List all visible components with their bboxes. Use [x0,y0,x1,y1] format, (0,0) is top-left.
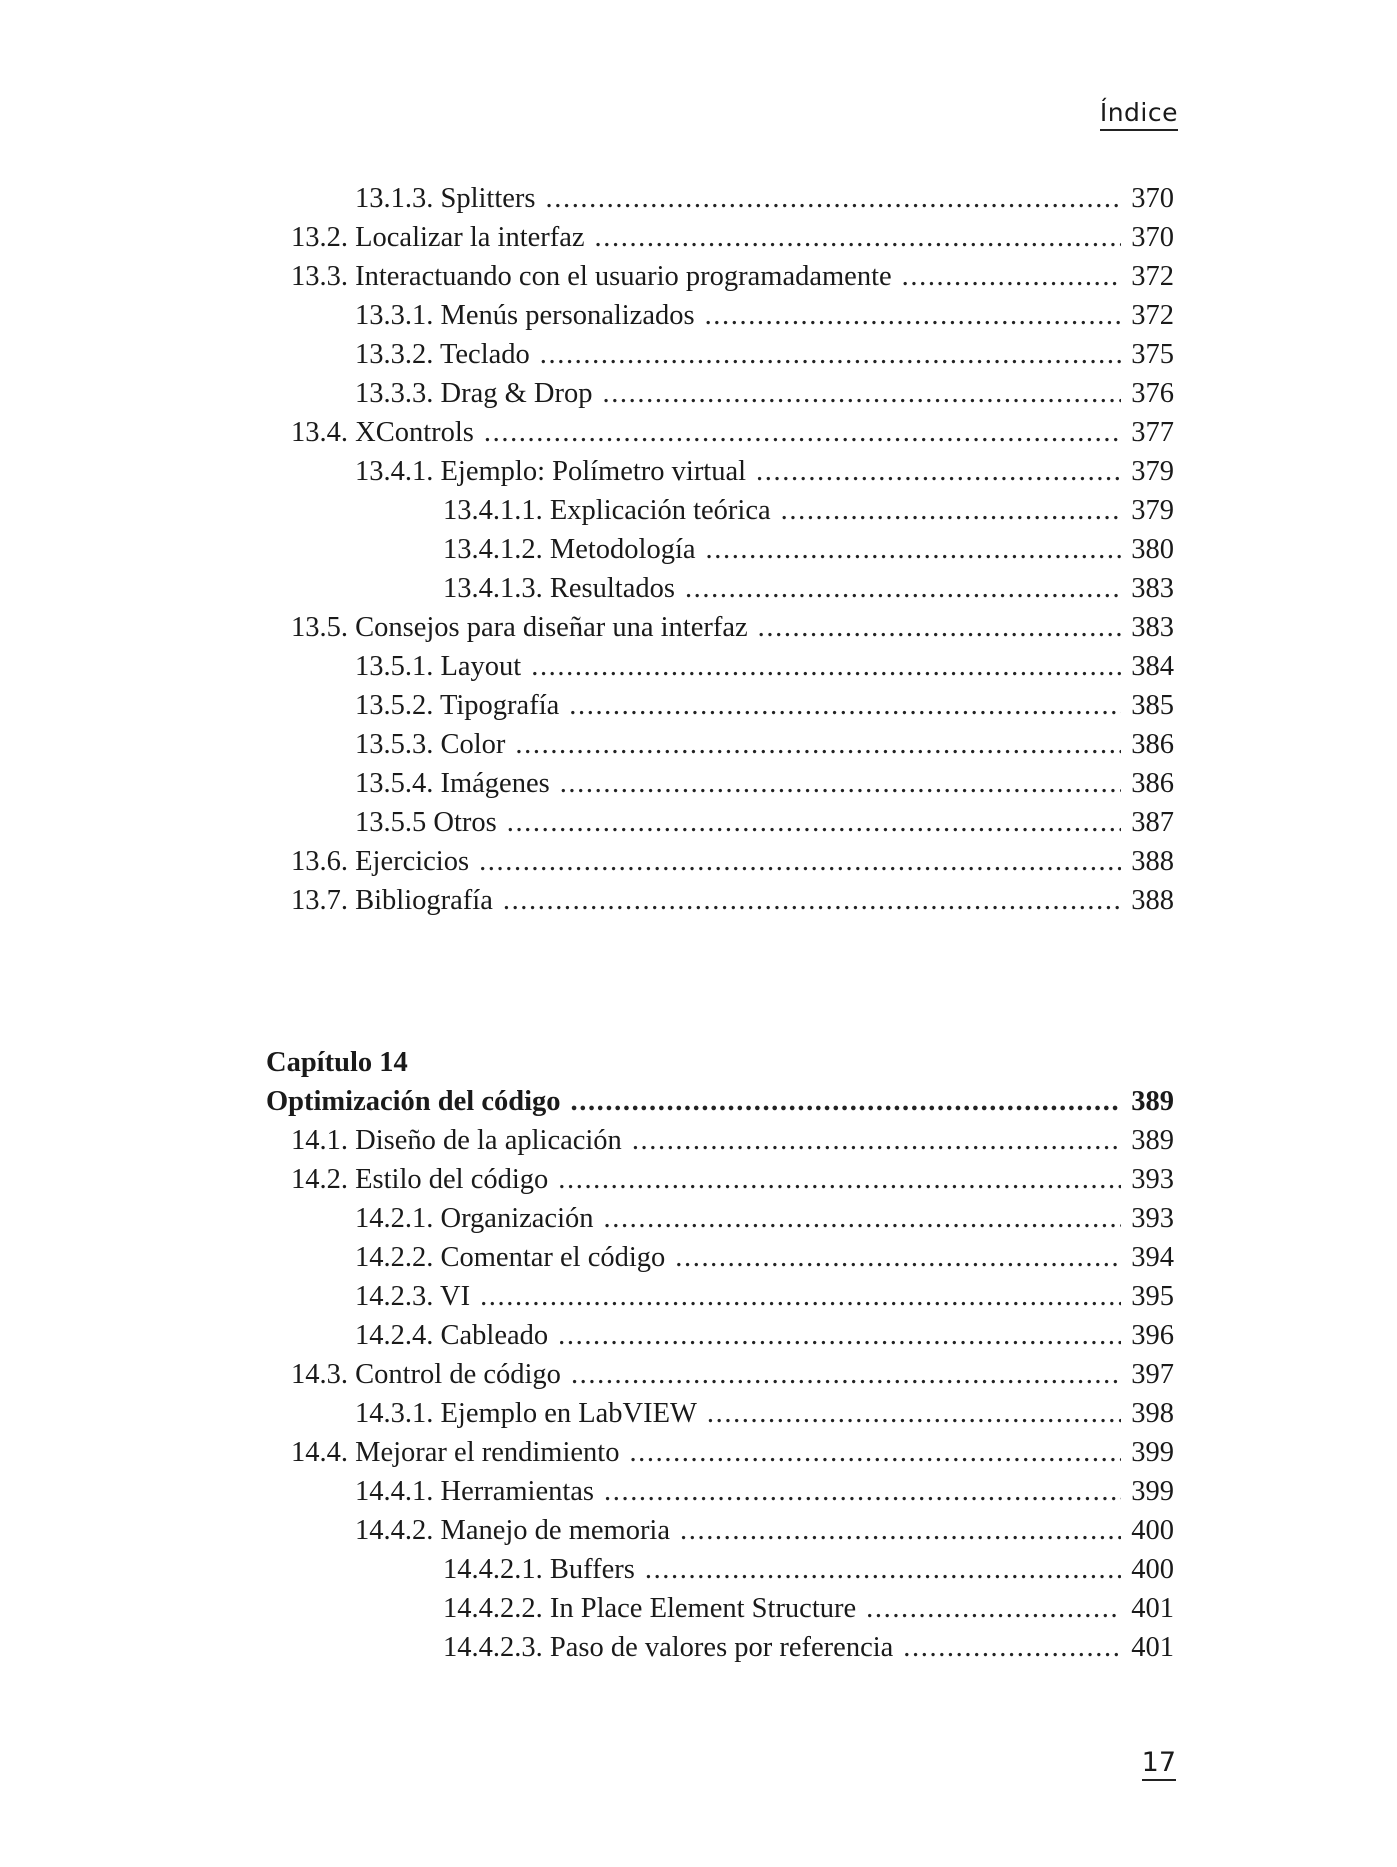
toc-entry-label: 13.3.3. Drag & Drop [355,378,593,409]
toc-entry[interactable] [291,413,1174,452]
toc-entry-page: 372 [1131,300,1174,331]
toc-entry-page: 383 [1131,573,1174,604]
toc-entry-label: 13.4.1.1. Explicación teórica [443,495,771,526]
toc-entry[interactable] [355,374,1174,413]
toc-entry-page: 386 [1131,768,1174,799]
toc-entry-label: 13.6. Ejercicios [291,846,470,877]
toc-entry[interactable] [355,1199,1174,1238]
dot-leader [560,764,1122,803]
toc-entry-label: 13.2. Localizar la interfaz [291,222,585,253]
toc-entry-page: 401 [1131,1593,1174,1624]
toc-entry-page: 394 [1131,1242,1174,1273]
toc-entry-page: 370 [1131,183,1174,214]
toc-entry-page: 389 [1131,1125,1174,1156]
dot-leader [569,686,1121,725]
toc-entry[interactable] [291,1121,1174,1160]
dot-leader [540,335,1121,374]
dot-leader [558,1160,1121,1199]
toc-entry-label: 14.3. Control de código [291,1359,561,1390]
toc-entry-page: 399 [1131,1437,1174,1468]
dot-leader [707,1394,1121,1433]
dot-leader [546,179,1122,218]
toc-entry-page: 377 [1131,417,1174,448]
toc-entry-label: 14.2.4. Cableado [355,1320,549,1351]
toc-entry-label: 13.5. Consejos para diseñar una interfaz [291,612,748,643]
toc-entry-label: 13.4.1. Ejemplo: Polímetro virtual [355,456,747,487]
toc-entry-page: 400 [1131,1554,1174,1585]
toc-entry[interactable] [443,1550,1174,1589]
toc-entry-page: 372 [1131,261,1174,292]
toc-entry-label: 14.4. Mejorar el rendimiento [291,1437,620,1468]
toc-entry-label: 13.4. XControls [291,417,474,448]
dot-leader [781,491,1122,530]
dot-leader [503,881,1121,920]
toc-entry-page: 399 [1131,1476,1174,1507]
toc-entry[interactable] [443,1628,1174,1667]
toc-entry-label: 14.2.3. VI [355,1281,471,1312]
dot-leader [675,1238,1121,1277]
dot-leader [645,1550,1121,1589]
toc-entry-page: 379 [1131,456,1174,487]
running-header-title: Índice [1100,100,1178,131]
dot-leader [479,842,1121,881]
toc-entry[interactable] [355,1394,1174,1433]
toc-entry-label: 13.5.4. Imágenes [355,768,550,799]
dot-leader [903,1628,1121,1667]
toc-entry[interactable] [355,686,1174,725]
dot-leader [604,1472,1121,1511]
toc-entry-page: 387 [1131,807,1174,838]
toc-entry-label: 13.5.1. Layout [355,651,522,682]
toc-entry-label: 14.4.2.1. Buffers [443,1554,635,1585]
toc-entry[interactable] [355,1316,1174,1355]
toc-entry-label: 14.2.2. Comentar el código [355,1242,666,1273]
dot-leader [515,725,1121,764]
toc-entry-label: 14.4.2.2. In Place Element Structure [443,1593,857,1624]
dot-leader [595,218,1122,257]
dot-leader [571,1082,1122,1121]
toc-entry-label: 13.5.2. Tipografía [355,690,560,721]
toc-entry-page: 388 [1131,885,1174,916]
toc-entry[interactable] [355,1277,1174,1316]
toc-entry-label: 14.4.2.3. Paso de valores por referencia [443,1632,894,1663]
dot-leader [705,296,1122,335]
toc-entry[interactable] [355,179,1174,218]
toc-entry[interactable] [291,1433,1174,1472]
toc-entry[interactable] [291,1160,1174,1199]
toc-entry-label: 14.1. Diseño de la aplicación [291,1125,622,1156]
toc-entry-label: 13.5.3. Color [355,729,506,760]
toc-entry[interactable] [291,257,1174,296]
toc-entry[interactable] [443,1589,1174,1628]
dot-leader [604,1199,1122,1238]
dot-leader [866,1589,1121,1628]
toc-entry[interactable] [355,296,1174,335]
toc-entry[interactable] [355,1511,1174,1550]
toc-entry-label: 14.3.1. Ejemplo en LabVIEW [355,1398,697,1429]
toc-entry-page: 397 [1131,1359,1174,1390]
dot-leader [685,569,1121,608]
toc-entry-label: 14.2. Estilo del código [291,1164,549,1195]
toc-entry-page: 375 [1131,339,1174,370]
toc-entry-label: 13.5.5 Otros [355,807,497,838]
dot-leader [507,803,1122,842]
toc-entry[interactable] [443,530,1174,569]
toc-entry-label: 13.3.1. Menús personalizados [355,300,695,331]
chapter-title-page: 389 [1131,1086,1174,1117]
toc-entry[interactable] [443,491,1174,530]
dot-leader [571,1355,1121,1394]
toc-entry-page: 395 [1131,1281,1174,1312]
toc-entry[interactable] [355,1472,1174,1511]
toc-entry[interactable] [355,647,1174,686]
dot-leader [680,1511,1121,1550]
dot-leader [706,530,1122,569]
toc-entry-label: 14.2.1. Organización [355,1203,594,1234]
toc-entry-page: 393 [1131,1203,1174,1234]
chapter-heading: Capítulo 14 [266,1047,408,1078]
toc-entry-page: 383 [1131,612,1174,643]
chapter-title-entry[interactable] [266,1082,1174,1121]
page-number: 17 [1142,1749,1176,1781]
toc-entry-page: 384 [1131,651,1174,682]
toc-entry[interactable] [355,452,1174,491]
toc-entry-label: 14.4.2. Manejo de memoria [355,1515,671,1546]
toc-entry-page: 398 [1131,1398,1174,1429]
toc-entry-page: 388 [1131,846,1174,877]
dot-leader [558,1316,1121,1355]
toc-entry-label: 13.1.3. Splitters [355,183,536,214]
toc-entry[interactable] [291,1355,1174,1394]
toc-entry-label: 13.4.1.3. Resultados [443,573,675,604]
toc-entry-label: 13.3.2. Teclado [355,339,530,370]
dot-leader [902,257,1122,296]
toc-entry-label: 13.3. Interactuando con el usuario programadamente [291,261,892,292]
toc-entry-page: 370 [1131,222,1174,253]
dot-leader [484,413,1121,452]
dot-leader [758,608,1122,647]
toc-entry-page: 396 [1131,1320,1174,1351]
dot-leader [480,1277,1121,1316]
toc-entry-label: 13.4.1.2. Metodología [443,534,696,565]
toc-entry-page: 380 [1131,534,1174,565]
toc-entry[interactable] [291,881,1174,920]
toc-entry-page: 376 [1131,378,1174,409]
toc-entry-label: 13.7. Bibliografía [291,885,493,916]
dot-leader [531,647,1121,686]
dot-leader [632,1121,1121,1160]
toc-entry[interactable] [291,218,1174,257]
toc-entry-page: 401 [1131,1632,1174,1663]
toc-entry-page: 386 [1131,729,1174,760]
dot-leader [756,452,1121,491]
toc-entry[interactable] [443,569,1174,608]
chapter-title: Optimización del código [266,1086,561,1117]
toc-entry[interactable] [355,803,1174,842]
dot-leader [629,1433,1121,1472]
toc-entry[interactable] [355,1238,1174,1277]
toc-entry-page: 385 [1131,690,1174,721]
toc-entry-page: 379 [1131,495,1174,526]
toc-entry-page: 393 [1131,1164,1174,1195]
toc-entry[interactable] [355,764,1174,803]
toc-entry[interactable] [355,725,1174,764]
toc-entry-page: 400 [1131,1515,1174,1546]
toc-entry[interactable] [291,842,1174,881]
toc-entry-label: 14.4.1. Herramientas [355,1476,595,1507]
toc-entry[interactable] [291,608,1174,647]
dot-leader [602,374,1121,413]
toc-entry[interactable] [355,335,1174,374]
